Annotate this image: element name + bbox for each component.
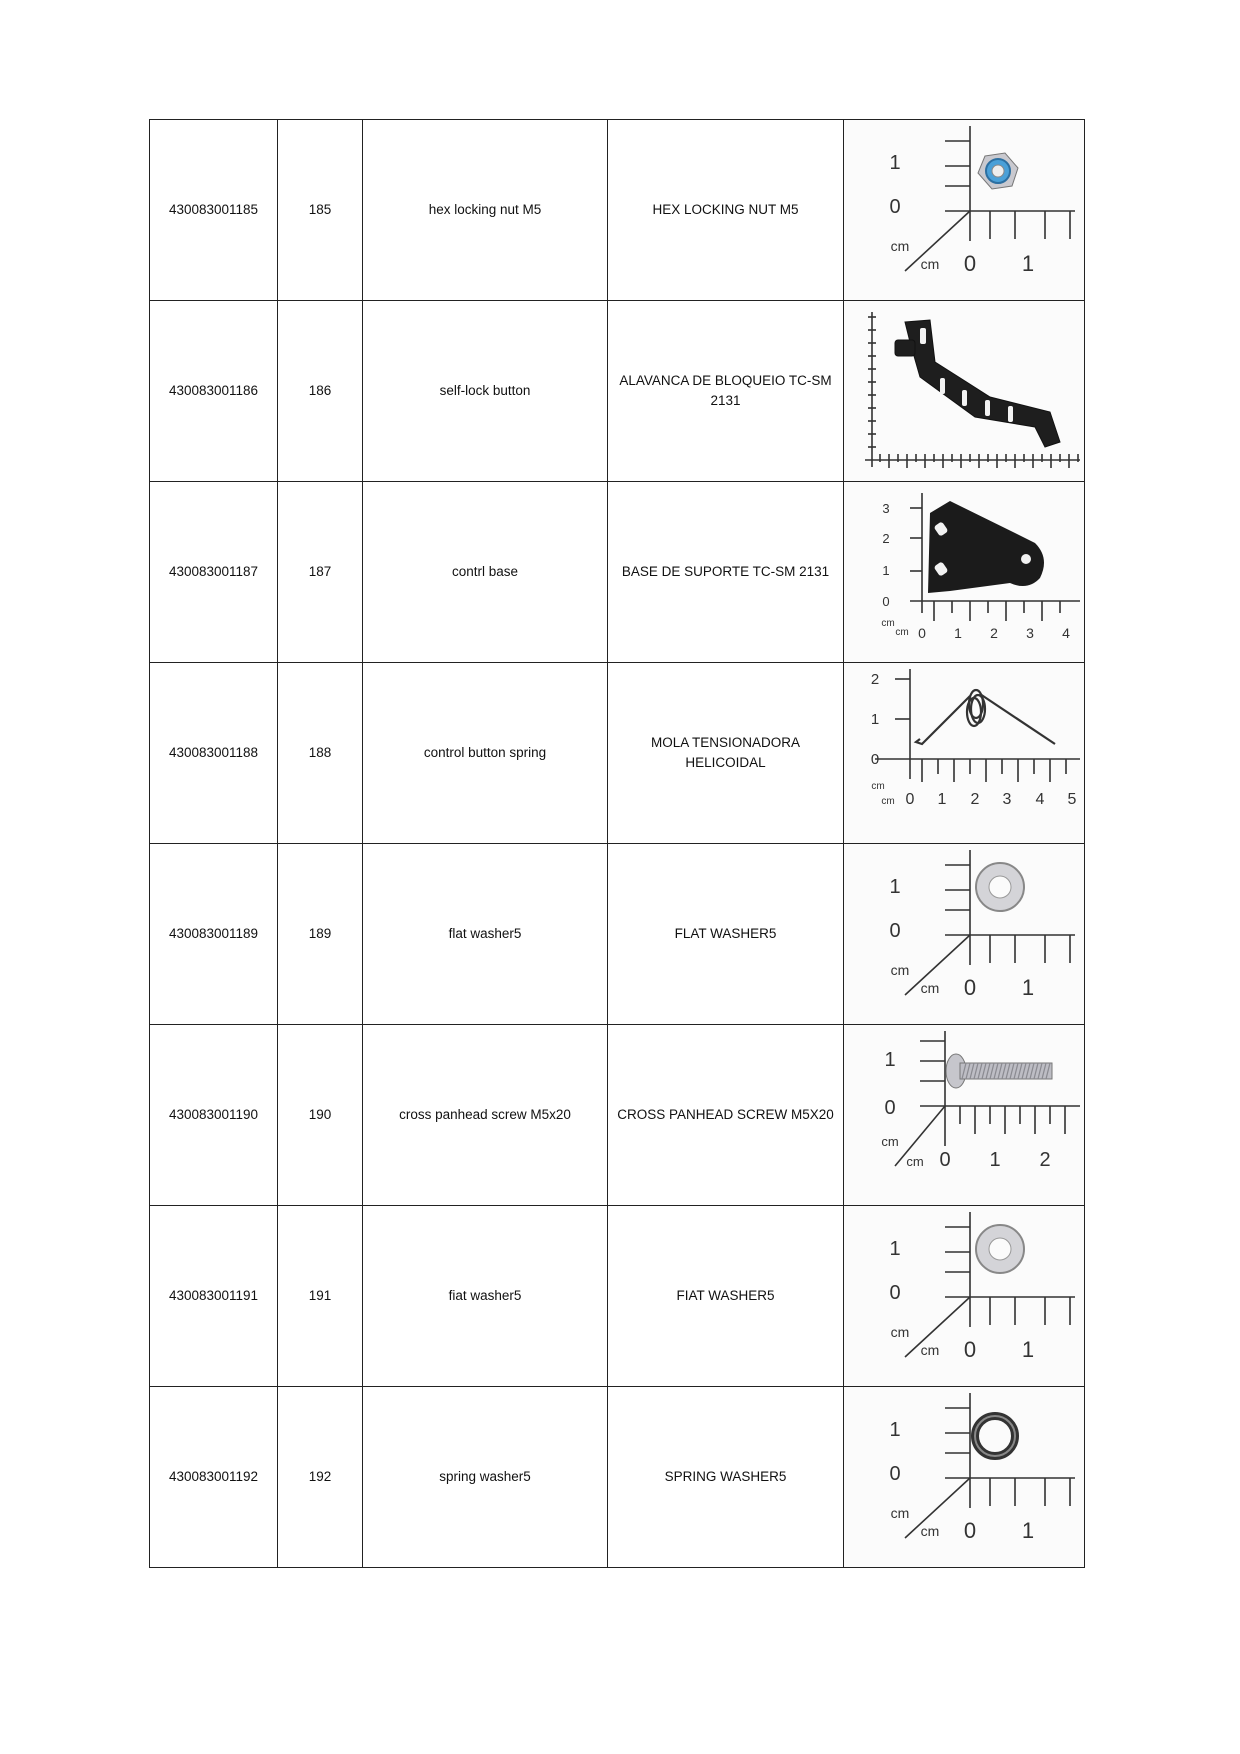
svg-text:2: 2 (970, 791, 980, 808)
part-photo (844, 301, 1085, 482)
svg-text:0: 0 (889, 1463, 901, 1485)
svg-text:3: 3 (1026, 625, 1034, 641)
svg-text:1: 1 (889, 876, 901, 898)
description: flat washer5 (363, 844, 608, 1025)
flat-washer-icon (850, 845, 1083, 1023)
part-code: 430083001187 (150, 482, 278, 663)
description: contrl base (363, 482, 608, 663)
svg-text:1: 1 (1021, 251, 1035, 276)
item-number: 185 (278, 120, 363, 301)
svg-text:0: 0 (884, 1097, 896, 1119)
svg-text:3: 3 (1002, 791, 1012, 808)
svg-text:0: 0 (882, 594, 890, 609)
svg-text:1: 1 (937, 791, 947, 808)
part-code: 430083001189 (150, 844, 278, 1025)
svg-text:1: 1 (954, 625, 962, 641)
svg-text:cm: cm (881, 618, 895, 629)
svg-text:cm: cm (890, 238, 910, 254)
svg-text:0: 0 (870, 751, 880, 768)
svg-text:2: 2 (990, 625, 998, 641)
table-row (150, 301, 1085, 482)
svg-text:0: 0 (963, 1337, 977, 1362)
bracket-icon (850, 483, 1083, 661)
part-photo (844, 482, 1085, 663)
description: cross panhead screw M5x20 (363, 1025, 608, 1206)
svg-text:4: 4 (1062, 625, 1070, 641)
svg-text:1: 1 (1021, 975, 1035, 1000)
svg-text:1: 1 (1021, 1518, 1035, 1543)
part-code: 430083001185 (150, 120, 278, 301)
svg-text:0: 0 (889, 196, 901, 218)
svg-text:2: 2 (1039, 1149, 1051, 1171)
description: self-lock button (363, 301, 608, 482)
item-number: 190 (278, 1025, 363, 1206)
description-pt: ALAVANCA DE BLOQUEIO TC-SM 2131 (608, 301, 844, 482)
part-code: 430083001192 (150, 1387, 278, 1568)
part-photo (844, 120, 1085, 301)
flat-washer-icon (850, 1207, 1083, 1385)
svg-text:1: 1 (1021, 1337, 1035, 1362)
svg-text:cm: cm (920, 1523, 940, 1539)
svg-text:cm: cm (881, 1134, 899, 1149)
parts-table (149, 119, 1085, 1568)
part-code: 430083001188 (150, 663, 278, 844)
description-pt: FLAT WASHER5 (608, 844, 844, 1025)
screw-icon (850, 1026, 1083, 1204)
part-photo (844, 1025, 1085, 1206)
svg-text:0: 0 (963, 975, 977, 1000)
item-number: 186 (278, 301, 363, 482)
svg-text:0: 0 (963, 251, 977, 276)
item-number: 192 (278, 1387, 363, 1568)
svg-text:0: 0 (963, 1518, 977, 1543)
table-row (150, 663, 1085, 844)
svg-text:5: 5 (1067, 791, 1077, 808)
hex-nut-icon (850, 121, 1083, 299)
description: spring washer5 (363, 1387, 608, 1568)
svg-text:0: 0 (918, 625, 926, 641)
svg-text:0: 0 (889, 920, 901, 942)
part-code: 430083001186 (150, 301, 278, 482)
svg-text:cm: cm (881, 796, 895, 807)
svg-text:3: 3 (882, 501, 890, 516)
svg-text:cm: cm (871, 781, 885, 792)
part-code: 430083001191 (150, 1206, 278, 1387)
description-pt: SPRING WASHER5 (608, 1387, 844, 1568)
svg-text:cm: cm (890, 1505, 910, 1521)
lock-lever-icon (850, 302, 1083, 480)
svg-text:cm: cm (890, 962, 910, 978)
svg-text:cm: cm (920, 1342, 940, 1358)
part-photo (844, 1206, 1085, 1387)
svg-text:0: 0 (905, 791, 915, 808)
item-number: 189 (278, 844, 363, 1025)
svg-text:4: 4 (1035, 791, 1045, 808)
svg-text:cm: cm (920, 980, 940, 996)
svg-text:1: 1 (884, 1049, 896, 1071)
table-row (150, 482, 1085, 663)
svg-text:1: 1 (870, 711, 880, 728)
torsion-spring-icon (850, 664, 1083, 842)
svg-text:0: 0 (889, 1282, 901, 1304)
svg-text:0: 0 (939, 1149, 951, 1171)
svg-text:1: 1 (989, 1149, 1001, 1171)
svg-text:2: 2 (882, 531, 890, 546)
table-row (150, 120, 1085, 301)
description: fiat washer5 (363, 1206, 608, 1387)
svg-text:2: 2 (870, 671, 880, 688)
svg-text:1: 1 (882, 563, 890, 578)
part-photo (844, 844, 1085, 1025)
table-row (150, 1025, 1085, 1206)
description: control button spring (363, 663, 608, 844)
item-number: 191 (278, 1206, 363, 1387)
svg-text:cm: cm (906, 1154, 924, 1169)
spring-washer-icon (850, 1388, 1083, 1566)
table-row (150, 844, 1085, 1025)
svg-text:cm: cm (895, 627, 909, 638)
description-pt: HEX LOCKING NUT M5 (608, 120, 844, 301)
svg-text:cm: cm (890, 1324, 910, 1340)
description-pt: MOLA TENSIONADORA HELICOIDAL (608, 663, 844, 844)
table-row (150, 1387, 1085, 1568)
part-photo (844, 663, 1085, 844)
description-pt: BASE DE SUPORTE TC-SM 2131 (608, 482, 844, 663)
part-code: 430083001190 (150, 1025, 278, 1206)
item-number: 187 (278, 482, 363, 663)
parts-table-body (150, 120, 1085, 1568)
svg-text:cm: cm (920, 256, 940, 272)
description-pt: CROSS PANHEAD SCREW M5X20 (608, 1025, 844, 1206)
description: hex locking nut M5 (363, 120, 608, 301)
svg-text:1: 1 (889, 1238, 901, 1260)
part-photo (844, 1387, 1085, 1568)
svg-text:1: 1 (889, 152, 901, 174)
svg-text:1: 1 (889, 1419, 901, 1441)
table-row (150, 1206, 1085, 1387)
description-pt: FIAT WASHER5 (608, 1206, 844, 1387)
item-number: 188 (278, 663, 363, 844)
